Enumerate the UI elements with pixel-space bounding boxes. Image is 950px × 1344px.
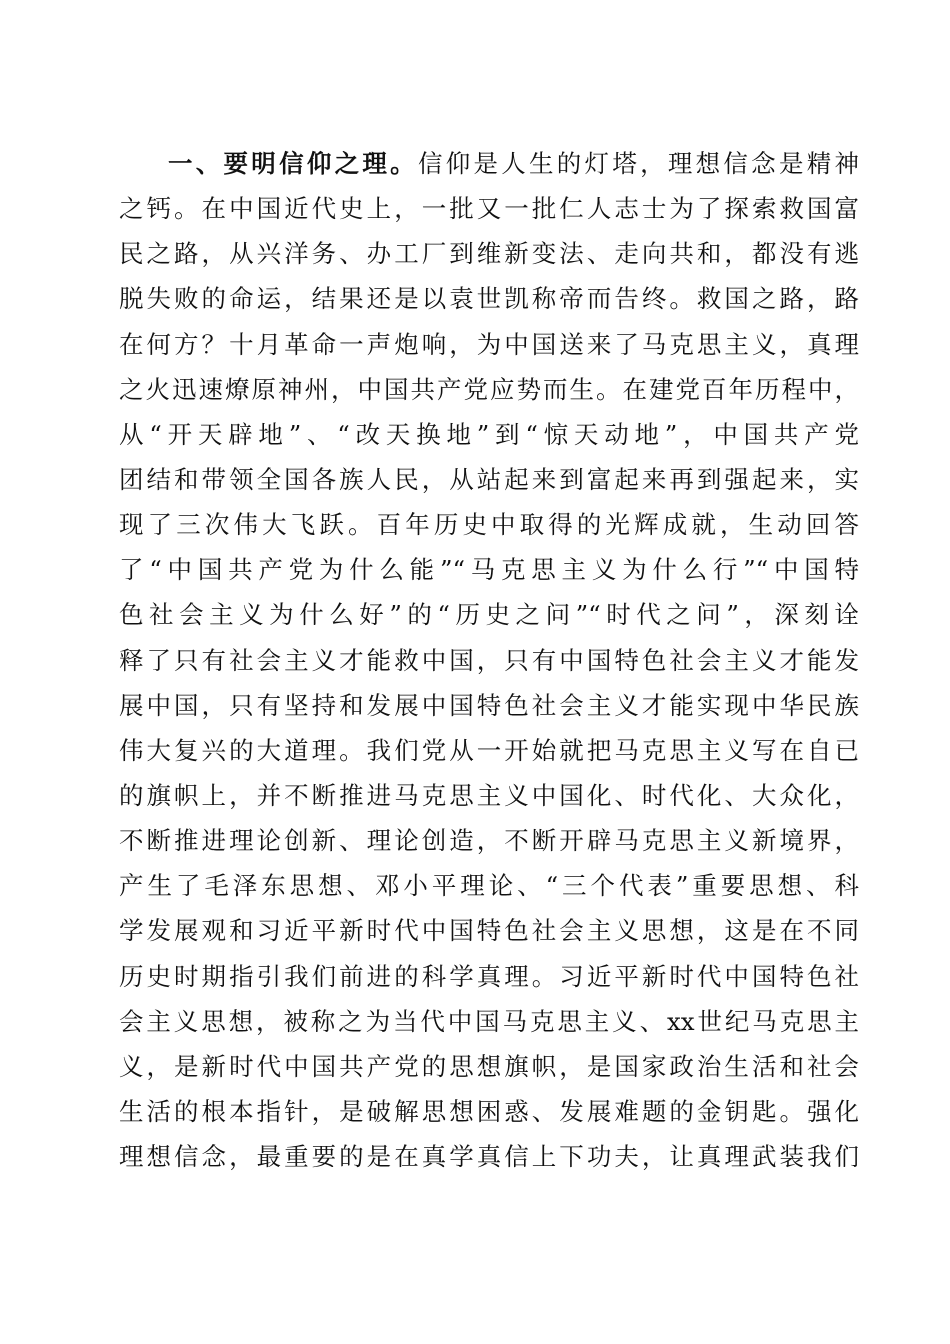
paragraph-line-1 <box>119 141 859 186</box>
paragraph-line-12: 释了只有社会主义才能救中国，只有中国特色社会主义才能发 <box>119 645 859 675</box>
paragraph-line-17: 产生了毛泽东思想、邓小平理论、“三个代表”重要思想、科 <box>119 871 859 901</box>
section-heading: 一、要明信仰之理。 <box>168 149 418 178</box>
paragraph-line-6: 之火迅速燎原神州，中国共产党应势而生。在建党百年历程中， <box>119 374 859 404</box>
paragraph-line-7: 从“开天辟地”、“改天换地”到“惊天动地”，中国共产党 <box>119 419 859 449</box>
paragraph-line-5: 在何方？十月革命一声炮响，为中国送来了马克思主义，真理 <box>119 329 859 359</box>
line-text: 信仰是人生的灯塔，理想信念是精神 <box>417 149 859 178</box>
paragraph-line-15: 的旗帜上，并不断推进马克思主义中国化、时代化、大众化， <box>119 780 859 810</box>
paragraph-line-2: 之钙。在中国近代史上，一批又一批仁人志士为了探索救国富 <box>119 194 859 224</box>
paragraph-line-13: 展中国，只有坚持和发展中国特色社会主义才能实现中华民族 <box>119 690 859 720</box>
paragraph-line-4: 脱失败的命运，结果还是以袁世凯称帝而告终。救国之路，路 <box>119 284 859 314</box>
paragraph-line-23: 理想信念，最重要的是在真学真信上下功夫，让真理武装我们 <box>119 1142 859 1172</box>
paragraph-line-18: 学发展观和习近平新时代中国特色社会主义思想，这是在不同 <box>119 916 859 946</box>
paragraph-line-19: 历史时期指引我们前进的科学真理。习近平新时代中国特色社 <box>119 961 859 991</box>
paragraph-line-8: 团结和带领全国各族人民，从站起来到富起来再到强起来，实 <box>119 464 859 494</box>
paragraph-line-16: 不断推进理论创新、理论创造，不断开辟马克思主义新境界， <box>119 826 859 856</box>
paragraph-line-20: 会主义思想，被称之为当代中国马克思主义、xx世纪马克思主 <box>119 1006 859 1036</box>
body-paragraph <box>119 141 859 1179</box>
paragraph-line-14: 伟大复兴的大道理。我们党从一开始就把马克思主义写在自已 <box>119 735 859 765</box>
paragraph-line-21: 义，是新时代中国共产党的思想旗帜，是国家政治生活和社会 <box>119 1051 859 1081</box>
paragraph-line-9: 现了三次伟大飞跃。百年历史中取得的光辉成就，生动回答 <box>119 510 859 540</box>
paragraph-line-22: 生活的根本指针，是破解思想困惑、发展难题的金钥匙。强化 <box>119 1096 859 1126</box>
paragraph-line-11: 色社会主义为什么好”的“历史之问”“时代之问”，深刻诠 <box>119 600 859 630</box>
paragraph-line-10: 了“中国共产党为什么能”“马克思主义为什么行”“中国特 <box>119 555 859 585</box>
paragraph-line-3: 民之路，从兴洋务、办工厂到维新变法、走向共和，都没有逃 <box>119 239 859 269</box>
